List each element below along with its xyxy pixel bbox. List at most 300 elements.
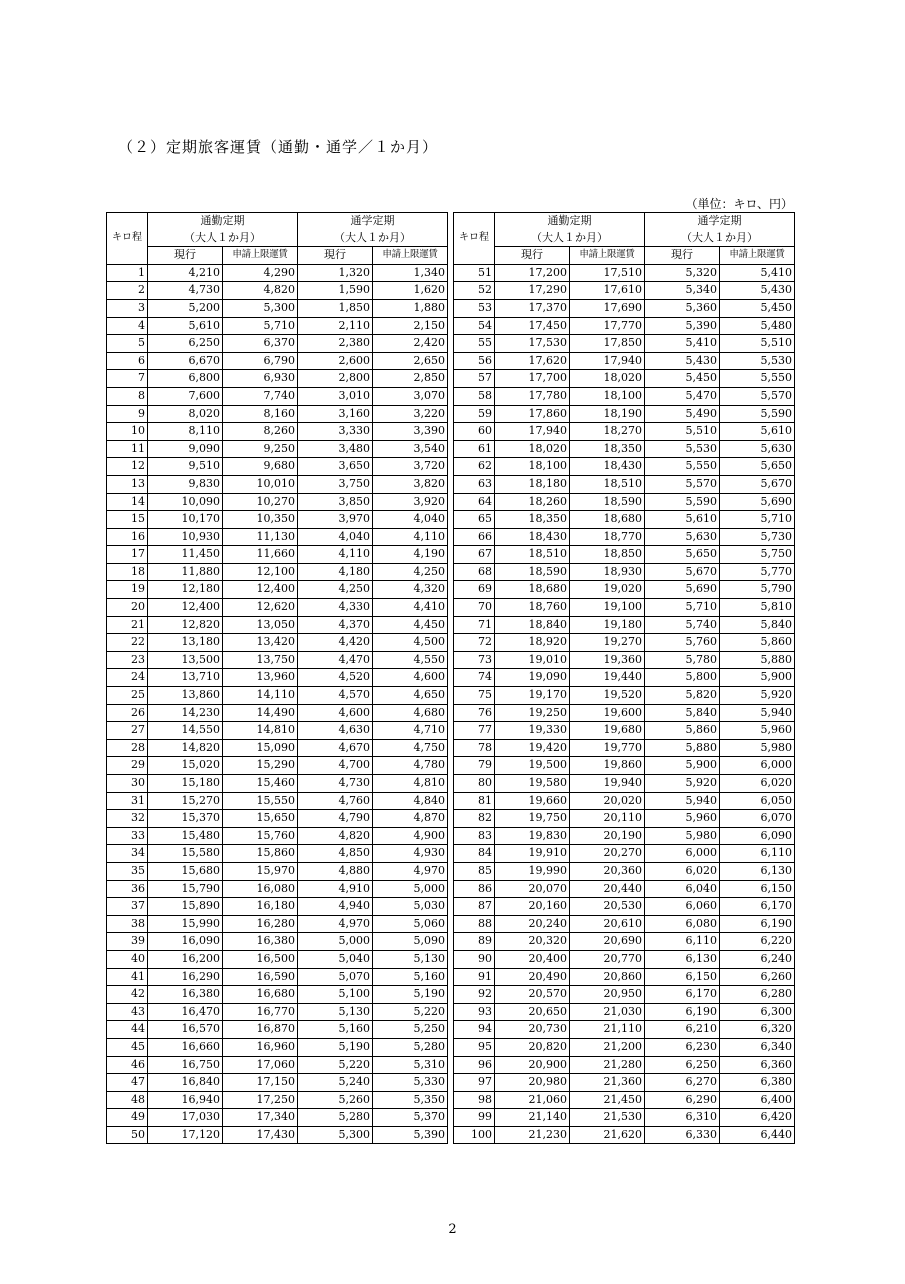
km-cell: 81 (454, 792, 495, 810)
commute-current-cell: 12,180 (148, 581, 223, 599)
km-cell: 87 (454, 898, 495, 916)
current-header: 現行 (148, 247, 223, 265)
table-row (107, 563, 448, 581)
school-requested-cell: 6,400 (720, 1091, 795, 1109)
school-requested-cell: 5,860 (720, 634, 795, 652)
school-current-cell: 4,730 (298, 775, 373, 793)
school-current-cell: 6,150 (645, 968, 720, 986)
km-cell: 23 (107, 651, 148, 669)
commute-current-cell: 5,200 (148, 299, 223, 317)
school-current-cell: 4,600 (298, 704, 373, 722)
school-requested-cell: 5,310 (373, 1056, 448, 1074)
school-current-cell: 1,320 (298, 264, 373, 282)
school-current-cell: 4,700 (298, 757, 373, 775)
commute-requested-cell: 15,550 (223, 792, 298, 810)
commute-requested-cell: 18,270 (570, 423, 645, 441)
school-label: 通学定期 (697, 214, 742, 227)
table-row (107, 1109, 448, 1127)
table-row (454, 810, 795, 828)
school-requested-cell: 5,690 (720, 493, 795, 511)
table-row (454, 687, 795, 705)
table-row (454, 933, 795, 951)
commute-current-cell: 6,670 (148, 352, 223, 370)
table-row (454, 546, 795, 564)
km-cell: 83 (454, 827, 495, 845)
commute-requested-cell: 19,520 (570, 687, 645, 705)
commute-current-cell: 15,890 (148, 898, 223, 916)
commute-requested-cell: 8,160 (223, 405, 298, 423)
km-cell: 100 (454, 1126, 495, 1144)
school-requested-cell: 4,750 (373, 739, 448, 757)
commute-requested-cell: 12,620 (223, 599, 298, 617)
school-current-cell: 6,110 (645, 933, 720, 951)
school-requested-cell: 6,420 (720, 1109, 795, 1127)
requested-header: 申請上限運賃 (223, 247, 298, 265)
school-requested-cell: 4,320 (373, 581, 448, 599)
commute-current-cell: 19,170 (495, 687, 570, 705)
school-current-cell: 5,040 (298, 950, 373, 968)
school-current-cell: 4,330 (298, 599, 373, 617)
commute-adult-label: （大人１か月） (184, 230, 261, 244)
school-current-cell: 5,360 (645, 299, 720, 317)
table-row (107, 950, 448, 968)
school-requested-cell: 5,550 (720, 370, 795, 388)
table-row (454, 880, 795, 898)
km-cell: 51 (454, 264, 495, 282)
school-requested-cell: 6,020 (720, 775, 795, 793)
school-current-cell: 6,040 (645, 880, 720, 898)
table-row (454, 827, 795, 845)
km-cell: 62 (454, 458, 495, 476)
school-adult-label: （大人１か月） (681, 230, 758, 244)
school-requested-cell: 4,970 (373, 862, 448, 880)
commute-current-cell: 17,620 (495, 352, 570, 370)
commute-current-cell: 11,450 (148, 546, 223, 564)
fare-table-body-left (107, 264, 448, 1144)
school-requested-cell: 6,190 (720, 915, 795, 933)
school-current-cell: 5,530 (645, 440, 720, 458)
school-current-cell: 4,040 (298, 528, 373, 546)
commute-requested-cell: 20,360 (570, 862, 645, 880)
commute-requested-cell: 16,770 (223, 1003, 298, 1021)
km-cell: 79 (454, 757, 495, 775)
school-requested-cell: 5,650 (720, 458, 795, 476)
commute-requested-cell: 9,680 (223, 458, 298, 476)
km-cell: 38 (107, 915, 148, 933)
table-row (454, 335, 795, 353)
commute-requested-cell: 5,710 (223, 317, 298, 335)
commute-current-cell: 5,610 (148, 317, 223, 335)
school-current-cell: 5,450 (645, 370, 720, 388)
commute-requested-cell: 13,960 (223, 669, 298, 687)
school-current-cell: 5,860 (645, 722, 720, 740)
school-current-cell: 5,670 (645, 563, 720, 581)
table-row (107, 370, 448, 388)
km-cell: 27 (107, 722, 148, 740)
page-title: （２）定期旅客運賃（通勤・通学／１か月） (118, 138, 439, 156)
commute-requested-cell: 16,080 (223, 880, 298, 898)
km-cell: 90 (454, 950, 495, 968)
table-row (107, 423, 448, 441)
table-row (107, 440, 448, 458)
km-cell: 16 (107, 528, 148, 546)
school-current-cell: 5,960 (645, 810, 720, 828)
school-current-cell: 5,710 (645, 599, 720, 617)
commute-current-cell: 17,200 (495, 264, 570, 282)
table-row (107, 968, 448, 986)
km-header: キロ程 (107, 213, 148, 265)
commute-current-cell: 18,350 (495, 511, 570, 529)
commute-current-cell: 20,730 (495, 1021, 570, 1039)
commute-current-cell: 20,320 (495, 933, 570, 951)
commute-requested-cell: 15,090 (223, 739, 298, 757)
table-row (454, 704, 795, 722)
km-cell: 61 (454, 440, 495, 458)
table-row (454, 898, 795, 916)
commute-current-cell: 16,750 (148, 1056, 223, 1074)
table-row (454, 986, 795, 1004)
commute-requested-cell: 21,620 (570, 1126, 645, 1144)
school-requested-cell: 4,810 (373, 775, 448, 793)
school-current-cell: 6,250 (645, 1056, 720, 1074)
table-row (107, 810, 448, 828)
km-cell: 21 (107, 616, 148, 634)
commute-requested-cell: 17,430 (223, 1126, 298, 1144)
school-requested-cell: 5,610 (720, 423, 795, 441)
school-requested-cell: 5,670 (720, 475, 795, 493)
school-requested-cell: 5,190 (373, 986, 448, 1004)
school-current-cell: 6,310 (645, 1109, 720, 1127)
km-cell: 56 (454, 352, 495, 370)
table-row (454, 599, 795, 617)
commute-current-cell: 15,480 (148, 827, 223, 845)
school-requested-cell: 5,900 (720, 669, 795, 687)
commute-current-cell: 19,910 (495, 845, 570, 863)
km-cell: 69 (454, 581, 495, 599)
current-header: 現行 (645, 247, 720, 265)
commute-current-cell: 6,250 (148, 335, 223, 353)
commute-current-cell: 17,530 (495, 335, 570, 353)
school-adult-label: （大人１か月） (334, 230, 411, 244)
commute-requested-cell: 16,180 (223, 898, 298, 916)
commute-requested-cell: 19,770 (570, 739, 645, 757)
km-cell: 95 (454, 1038, 495, 1056)
commute-requested-cell: 20,110 (570, 810, 645, 828)
table-row (454, 1003, 795, 1021)
school-requested-cell: 6,240 (720, 950, 795, 968)
commute-requested-cell: 18,020 (570, 370, 645, 388)
table-row (107, 986, 448, 1004)
school-requested-cell: 4,900 (373, 827, 448, 845)
table-row (107, 757, 448, 775)
km-cell: 29 (107, 757, 148, 775)
commute-current-cell: 16,470 (148, 1003, 223, 1021)
commute-current-cell: 20,820 (495, 1038, 570, 1056)
commute-requested-cell: 16,870 (223, 1021, 298, 1039)
table-row (454, 757, 795, 775)
commute-current-cell: 4,730 (148, 282, 223, 300)
table-row (454, 581, 795, 599)
commute-requested-cell: 17,060 (223, 1056, 298, 1074)
km-cell: 53 (454, 299, 495, 317)
km-cell: 7 (107, 370, 148, 388)
commute-current-cell: 21,230 (495, 1126, 570, 1144)
table-row (454, 352, 795, 370)
school-requested-cell: 5,330 (373, 1074, 448, 1092)
km-cell: 22 (107, 634, 148, 652)
school-current-cell: 4,910 (298, 880, 373, 898)
school-requested-cell: 5,350 (373, 1091, 448, 1109)
school-current-cell: 4,570 (298, 687, 373, 705)
school-current-cell: 5,840 (645, 704, 720, 722)
km-cell: 34 (107, 845, 148, 863)
current-header: 現行 (495, 247, 570, 265)
km-cell: 48 (107, 1091, 148, 1109)
table-row (454, 1109, 795, 1127)
table-row (107, 616, 448, 634)
km-cell: 42 (107, 986, 148, 1004)
commute-requested-cell: 16,280 (223, 915, 298, 933)
school-current-cell: 5,410 (645, 335, 720, 353)
commute-current-cell: 19,010 (495, 651, 570, 669)
school-current-cell: 3,850 (298, 493, 373, 511)
commute-current-cell: 20,570 (495, 986, 570, 1004)
km-cell: 63 (454, 475, 495, 493)
km-cell: 9 (107, 405, 148, 423)
commute-requested-cell: 12,400 (223, 581, 298, 599)
km-cell: 3 (107, 299, 148, 317)
school-requested-cell: 1,340 (373, 264, 448, 282)
school-current-cell: 6,290 (645, 1091, 720, 1109)
table-row (454, 775, 795, 793)
commute-requested-cell: 18,680 (570, 511, 645, 529)
school-requested-cell: 5,880 (720, 651, 795, 669)
school-requested-cell: 5,730 (720, 528, 795, 546)
table-row (107, 845, 448, 863)
commute-requested-cell: 18,510 (570, 475, 645, 493)
school-current-cell: 5,190 (298, 1038, 373, 1056)
commute-requested-cell: 20,860 (570, 968, 645, 986)
commute-requested-cell: 10,270 (223, 493, 298, 511)
school-current-cell: 4,470 (298, 651, 373, 669)
table-row (454, 651, 795, 669)
km-cell: 49 (107, 1109, 148, 1127)
commute-requested-cell: 14,810 (223, 722, 298, 740)
table-row (107, 739, 448, 757)
km-cell: 85 (454, 862, 495, 880)
table-row (454, 1074, 795, 1092)
commute-current-cell: 9,090 (148, 440, 223, 458)
table-row (454, 950, 795, 968)
commute-requested-cell: 17,690 (570, 299, 645, 317)
school-requested-cell: 5,030 (373, 898, 448, 916)
fare-table-left (106, 212, 448, 1144)
table-row (107, 1038, 448, 1056)
school-requested-cell: 4,250 (373, 563, 448, 581)
commute-requested-cell: 19,680 (570, 722, 645, 740)
commute-requested-cell: 18,590 (570, 493, 645, 511)
km-cell: 32 (107, 810, 148, 828)
commute-requested-cell: 20,020 (570, 792, 645, 810)
commute-current-cell: 9,510 (148, 458, 223, 476)
school-requested-cell: 5,750 (720, 546, 795, 564)
commute-current-cell: 18,020 (495, 440, 570, 458)
school-current-cell: 2,380 (298, 335, 373, 353)
commute-current-cell: 17,030 (148, 1109, 223, 1127)
school-requested-cell: 5,980 (720, 739, 795, 757)
school-current-cell: 6,000 (645, 845, 720, 863)
commute-requested-cell: 21,280 (570, 1056, 645, 1074)
school-current-cell: 5,160 (298, 1021, 373, 1039)
commute-current-cell: 19,750 (495, 810, 570, 828)
school-requested-cell: 5,430 (720, 282, 795, 300)
fare-table-right (453, 212, 795, 1144)
school-requested-cell: 2,150 (373, 317, 448, 335)
commute-current-cell: 17,780 (495, 387, 570, 405)
commute-current-cell: 16,090 (148, 933, 223, 951)
km-header: キロ程 (454, 213, 495, 265)
commute-requested-cell: 21,360 (570, 1074, 645, 1092)
commute-requested-cell: 10,350 (223, 511, 298, 529)
school-current-cell: 4,940 (298, 898, 373, 916)
commute-current-cell: 16,660 (148, 1038, 223, 1056)
commute-requested-cell: 20,530 (570, 898, 645, 916)
table-row (454, 440, 795, 458)
commute-requested-cell: 17,770 (570, 317, 645, 335)
commute-requested-cell: 4,820 (223, 282, 298, 300)
commute-requested-cell: 8,260 (223, 423, 298, 441)
commute-current-cell: 11,880 (148, 563, 223, 581)
table-row (107, 458, 448, 476)
km-cell: 66 (454, 528, 495, 546)
km-cell: 89 (454, 933, 495, 951)
school-requested-cell: 5,280 (373, 1038, 448, 1056)
commute-current-cell: 18,920 (495, 634, 570, 652)
school-current-cell: 6,210 (645, 1021, 720, 1039)
commute-requested-cell: 13,420 (223, 634, 298, 652)
table-row (454, 387, 795, 405)
commute-current-cell: 19,500 (495, 757, 570, 775)
school-header (298, 213, 448, 247)
commute-current-cell: 13,180 (148, 634, 223, 652)
km-cell: 30 (107, 775, 148, 793)
km-cell: 1 (107, 264, 148, 282)
table-row (454, 634, 795, 652)
commute-requested-cell: 18,770 (570, 528, 645, 546)
table-row (107, 687, 448, 705)
school-requested-cell: 6,000 (720, 757, 795, 775)
commute-current-cell: 16,380 (148, 986, 223, 1004)
school-current-cell: 3,330 (298, 423, 373, 441)
commute-current-cell: 12,820 (148, 616, 223, 634)
table-row (107, 880, 448, 898)
commute-label: 通勤定期 (200, 214, 245, 227)
school-current-cell: 4,370 (298, 616, 373, 634)
km-cell: 88 (454, 915, 495, 933)
commute-current-cell: 15,180 (148, 775, 223, 793)
table-row (107, 915, 448, 933)
commute-requested-cell: 18,100 (570, 387, 645, 405)
commute-current-cell: 19,660 (495, 792, 570, 810)
table-row (454, 299, 795, 317)
commute-current-cell: 14,820 (148, 739, 223, 757)
km-cell: 45 (107, 1038, 148, 1056)
commute-current-cell: 18,260 (495, 493, 570, 511)
school-current-cell: 5,260 (298, 1091, 373, 1109)
km-cell: 11 (107, 440, 148, 458)
table-row (454, 862, 795, 880)
commute-current-cell: 16,290 (148, 968, 223, 986)
km-cell: 28 (107, 739, 148, 757)
school-requested-cell: 5,390 (373, 1126, 448, 1144)
school-current-cell: 5,510 (645, 423, 720, 441)
km-cell: 57 (454, 370, 495, 388)
commute-requested-cell: 17,150 (223, 1074, 298, 1092)
table-row (107, 1091, 448, 1109)
school-current-cell: 5,570 (645, 475, 720, 493)
school-requested-cell: 4,710 (373, 722, 448, 740)
table-row (454, 968, 795, 986)
table-row (107, 475, 448, 493)
commute-current-cell: 20,900 (495, 1056, 570, 1074)
school-current-cell: 2,800 (298, 370, 373, 388)
school-current-cell: 3,160 (298, 405, 373, 423)
table-row (107, 282, 448, 300)
commute-requested-cell: 20,270 (570, 845, 645, 863)
km-cell: 97 (454, 1074, 495, 1092)
km-cell: 65 (454, 511, 495, 529)
school-requested-cell: 4,650 (373, 687, 448, 705)
school-requested-cell: 4,110 (373, 528, 448, 546)
table-row (107, 352, 448, 370)
table-row (454, 792, 795, 810)
km-cell: 73 (454, 651, 495, 669)
km-cell: 68 (454, 563, 495, 581)
school-current-cell: 2,600 (298, 352, 373, 370)
km-cell: 92 (454, 986, 495, 1004)
table-row (454, 423, 795, 441)
table-row (107, 827, 448, 845)
table-row (107, 528, 448, 546)
commute-requested-cell: 21,030 (570, 1003, 645, 1021)
school-requested-cell: 5,840 (720, 616, 795, 634)
school-requested-cell: 1,620 (373, 282, 448, 300)
commute-current-cell: 15,580 (148, 845, 223, 863)
school-requested-cell: 5,920 (720, 687, 795, 705)
school-requested-cell: 3,920 (373, 493, 448, 511)
school-current-cell: 6,130 (645, 950, 720, 968)
school-requested-cell: 6,220 (720, 933, 795, 951)
school-requested-cell: 5,590 (720, 405, 795, 423)
km-cell: 17 (107, 546, 148, 564)
school-requested-cell: 3,070 (373, 387, 448, 405)
school-current-cell: 5,220 (298, 1056, 373, 1074)
school-requested-cell: 6,320 (720, 1021, 795, 1039)
school-current-cell: 1,590 (298, 282, 373, 300)
km-cell: 24 (107, 669, 148, 687)
commute-requested-cell: 19,440 (570, 669, 645, 687)
commute-requested-cell: 20,190 (570, 827, 645, 845)
school-current-cell: 4,970 (298, 915, 373, 933)
table-row (107, 264, 448, 282)
school-requested-cell: 5,220 (373, 1003, 448, 1021)
commute-requested-cell: 6,790 (223, 352, 298, 370)
school-requested-cell: 5,940 (720, 704, 795, 722)
school-current-cell: 5,740 (645, 616, 720, 634)
km-cell: 52 (454, 282, 495, 300)
commute-current-cell: 20,490 (495, 968, 570, 986)
km-cell: 86 (454, 880, 495, 898)
